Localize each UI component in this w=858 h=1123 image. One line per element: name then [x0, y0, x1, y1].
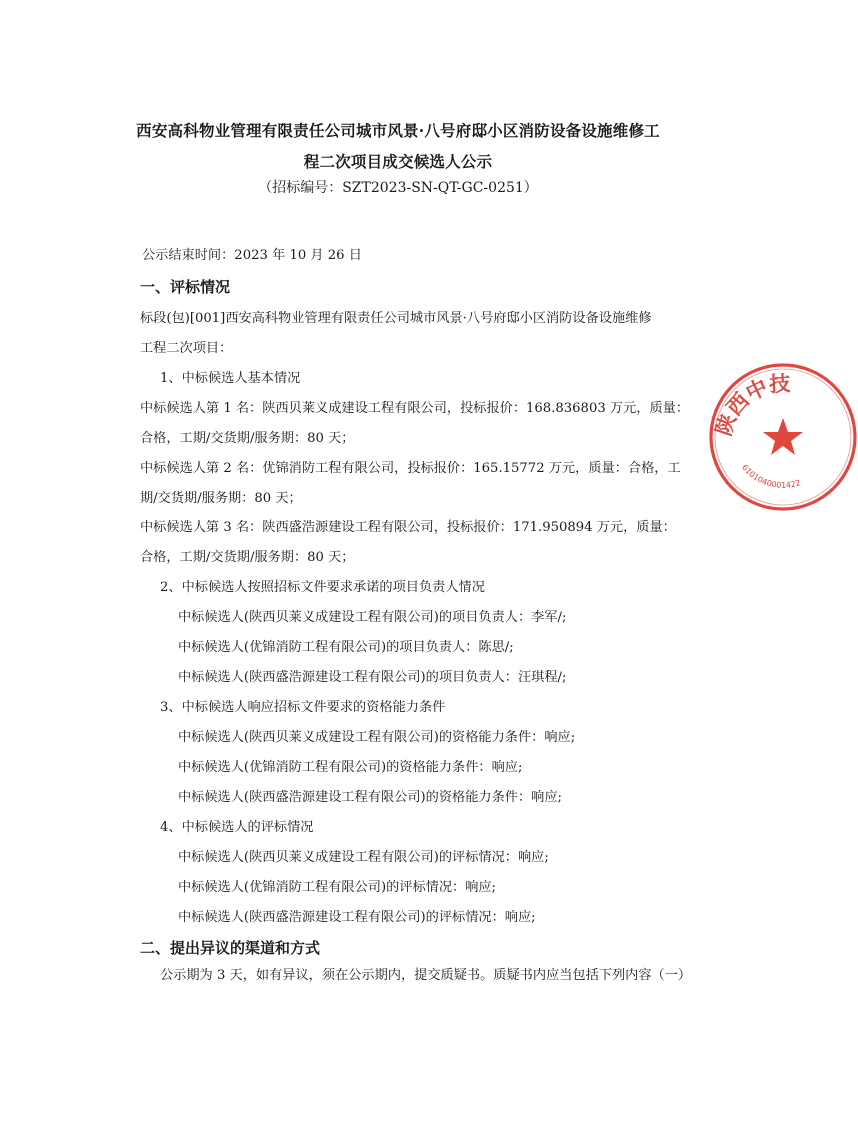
candidate-3-line-2: 合格，工期/交货期/服务期：80 天； [140, 550, 355, 565]
evaluation-item: 中标候选人(陕西贝莱义成建设工程有限公司)的评标情况：响应; [178, 850, 549, 865]
publicity-end-time: 公示结束时间：2023 年 10 月 26 日 [142, 248, 362, 263]
candidate-1-line-2: 合格，工期/交货期/服务期：80 天； [140, 431, 355, 446]
subsection-2-heading: 2、中标候选人按照招标文件要求承诺的项目负责人情况 [160, 580, 485, 595]
subsection-1-heading: 1、中标候选人基本情况 [160, 371, 301, 386]
document-title-line-1: 西安高科物业管理有限责任公司城市风景·八号府邸小区消防设备设施维修工 [136, 121, 660, 140]
candidate-1-line-1: 中标候选人第 1 名：陕西贝莱义成建设工程有限公司，投标报价：168.836803 万元，质量： [140, 401, 690, 416]
candidate-3-line-1: 中标候选人第 3 名：陕西盛浩源建设工程有限公司，投标报价：171.950894 万元，质量： [140, 520, 676, 535]
seal-bottom-number: 6101040001422 [739, 462, 802, 490]
candidate-2-line-2: 期/交货期/服务期：80 天； [140, 491, 302, 506]
section-2-heading: 二、提出异议的渠道和方式 [140, 939, 321, 957]
project-leader-item: 中标候选人(陕西盛浩源建设工程有限公司)的项目负责人：汪琪程/; [178, 670, 567, 685]
subsection-4-heading: 4、中标候选人的评标情况 [160, 820, 314, 835]
section-1-heading: 一、评标情况 [140, 278, 231, 296]
lot-description-line-1: 标段(包)[001]西安高科物业管理有限责任公司城市风景·八号府邸小区消防设备设施维修 [140, 311, 652, 326]
objection-paragraph-line-1: 公示期为 3 天，如有异议，须在公示期内，提交质疑书。质疑书内应当包括下列内容（一） [160, 968, 692, 983]
qualification-item: 中标候选人(优锦消防工程有限公司)的资格能力条件：响应; [178, 760, 523, 775]
seal-star-icon [763, 418, 803, 455]
project-leader-item: 中标候选人(陕西贝莱义成建设工程有限公司)的项目负责人：李军/; [178, 610, 567, 625]
seal-top-text: 陕西中技 [710, 370, 791, 439]
document-title-line-2: 程二次项目成交候选人公示 [303, 152, 493, 171]
evaluation-item: 中标候选人(陕西盛浩源建设工程有限公司)的评标情况：响应; [178, 910, 536, 925]
qualification-item: 中标候选人(陕西贝莱义成建设工程有限公司)的资格能力条件：响应; [178, 730, 576, 745]
subsection-3-heading: 3、中标候选人响应招标文件要求的资格能力条件 [160, 700, 446, 715]
bid-number: （招标编号：SZT2023-SN-QT-GC-0251） [258, 180, 538, 196]
project-leader-item: 中标候选人(优锦消防工程有限公司)的项目负责人：陈思/; [178, 640, 514, 655]
evaluation-item: 中标候选人(优锦消防工程有限公司)的评标情况：响应; [178, 880, 497, 895]
official-seal [708, 362, 858, 512]
candidate-2-line-1: 中标候选人第 2 名：优锦消防工程有限公司，投标报价：165.15772 万元，质量：合格，工 [140, 461, 681, 476]
lot-description-line-2: 工程二次项目： [140, 341, 233, 356]
qualification-item: 中标候选人(陕西盛浩源建设工程有限公司)的资格能力条件：响应; [178, 790, 562, 805]
